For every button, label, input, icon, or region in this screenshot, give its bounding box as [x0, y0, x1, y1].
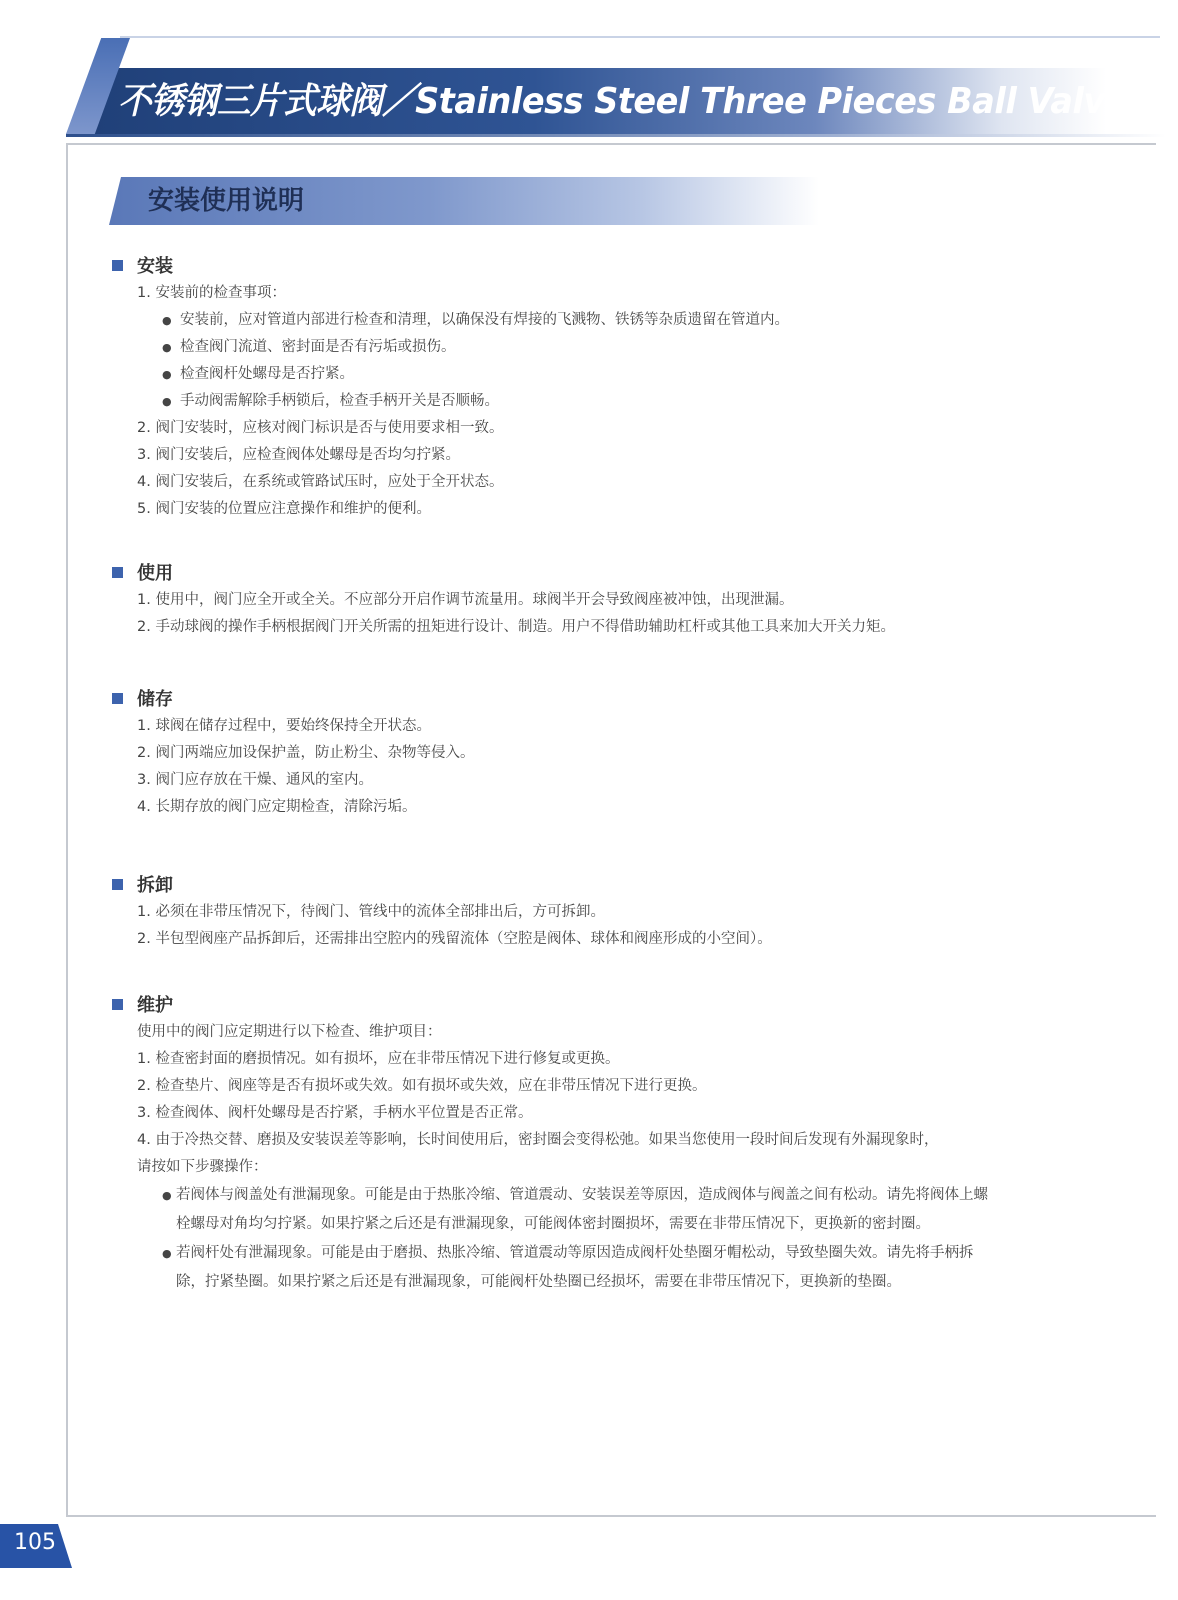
- section: [112, 557, 1012, 641]
- bullet-text: 检查阀门流道、密封面是否有污垢或损伤。: [180, 339, 456, 355]
- bullet-text: 检查阀杆处螺母是否拧紧。: [180, 366, 354, 382]
- section: [112, 250, 1012, 523]
- list-item: 2. 半包型阀座产品拆卸后，还需排出空腔内的残留流体（空腔是阀体、球体和阀座形成的小空间）。: [137, 931, 772, 947]
- section-banner-title: 安装使用说明: [148, 186, 305, 216]
- section-title: 拆卸: [137, 875, 173, 896]
- page-title: 不锈钢三片式球阀／Stainless Steel Three Pieces Ball Valve: [118, 81, 1128, 122]
- list-item: 4. 由于冷热交替、磨损及安装误差等影响，长时间使用后，密封圈会变得松弛。如果当您使用一段时间后发现有外漏现象时，: [137, 1132, 939, 1148]
- bullet-dot-icon: ●: [162, 368, 172, 381]
- list-item: 3. 阀门安装后，应检查阀体处螺母是否均匀拧紧。: [137, 447, 460, 463]
- section-title: 储存: [137, 689, 173, 710]
- list-item: 2. 阀门两端应加设保护盖，防止粉尘、杂物等侵入。: [137, 745, 475, 761]
- bullet-dot-icon: ●: [162, 1247, 172, 1260]
- list-item: 5. 阀门安装的位置应注意操作和维护的便利。: [137, 501, 431, 517]
- section: [112, 683, 1012, 821]
- square-bullet-icon: [112, 260, 123, 271]
- section-heading: [112, 683, 1012, 713]
- bullet-dot-icon: ●: [162, 314, 172, 327]
- list-item: 请按如下步骤操作：: [137, 1159, 268, 1175]
- bullet-text: 手动阀需解除手柄锁后，检查手柄开关是否顺畅。: [180, 393, 499, 409]
- list-item: 2. 阀门安装时，应核对阀门标识是否与使用要求相一致。: [137, 420, 504, 436]
- list-item: 1. 必须在非带压情况下，待阀门、管线中的流体全部排出后，方可拆卸。: [137, 904, 605, 920]
- list-item: 2. 手动球阀的操作手柄根据阀门开关所需的扭矩进行设计、制造。用户不得借助辅助杠杆或其他工具来加大开关力矩。: [137, 619, 895, 635]
- list-item: 使用中的阀门应定期进行以下检查、维护项目：: [137, 1024, 442, 1040]
- list-item: 4. 长期存放的阀门应定期检查，清除污垢。: [137, 799, 417, 815]
- section-heading: [112, 869, 1012, 899]
- bullet-dot-icon: ●: [162, 341, 172, 354]
- header-bottom-line: [66, 134, 1166, 137]
- header-top-line: [120, 36, 1160, 38]
- square-bullet-icon: [112, 567, 123, 578]
- list-item: 1. 安装前的检查事项：: [137, 285, 286, 301]
- list-item: 1. 检查密封面的磨损情况。如有损坏，应在非带压情况下进行修复或更换。: [137, 1051, 620, 1067]
- section-title: 安装: [137, 256, 173, 277]
- bullet-item: [112, 307, 1012, 334]
- section: [112, 869, 1012, 953]
- content: [112, 250, 1012, 1297]
- bullet-dot-icon: ●: [162, 1189, 172, 1202]
- bullet-dot-icon: ●: [162, 395, 172, 408]
- bullet-item: [112, 388, 1012, 415]
- section-heading: [112, 250, 1012, 280]
- bullet-item: [112, 361, 1012, 388]
- list-item: 1. 使用中，阀门应全开或全关。不应部分开启作调节流量用。球阀半开会导致阀座被冲蚀，出现泄漏。: [137, 592, 794, 608]
- section-heading: [112, 989, 1012, 1019]
- square-bullet-icon: [112, 879, 123, 890]
- list-item: 1. 球阀在储存过程中，要始终保持全开状态。: [137, 718, 431, 734]
- section: [112, 989, 1012, 1297]
- page-number: 105: [14, 1530, 56, 1555]
- section-heading: [112, 557, 1012, 587]
- list-item: 4. 阀门安装后，在系统或管路试压时，应处于全开状态。: [137, 474, 504, 490]
- square-bullet-icon: [112, 693, 123, 704]
- bullet-text: 若阀杆处有泄漏现象。可能是由于磨损、热胀冷缩、管道震动等原因造成阀杆处垫圈牙帽松动，导致垫圈失效。请先将手柄拆除，拧紧垫圈。如果拧紧之后还是有泄漏现象，可能阀杆处垫圈已经损坏，需要在非带压情况下，更换新的垫圈。: [176, 1245, 974, 1290]
- bullet-text: 若阀体与阀盖处有泄漏现象。可能是由于热胀冷缩、管道震动、安装误差等原因，造成阀体与阀盖之间有松动。请先将阀体上螺栓螺母对角均匀拧紧。如果拧紧之后还是有泄漏现象，可能阀体密封圈损坏，需要在非带压情况下，更换新的密封圈。: [176, 1187, 988, 1232]
- section-title: 维护: [137, 995, 173, 1016]
- list-item: 2. 检查垫片、阀座等是否有损坏或失效。如有损坏或失效，应在非带压情况下进行更换。: [137, 1078, 707, 1094]
- section-title: 使用: [137, 563, 173, 584]
- bullet-item: [112, 1239, 996, 1297]
- square-bullet-icon: [112, 999, 123, 1010]
- list-item: 3. 阀门应存放在干燥、通风的室内。: [137, 772, 373, 788]
- bullet-item: [112, 1181, 996, 1239]
- bullet-text: 安装前，应对管道内部进行检查和清理，以确保没有焊接的飞溅物、铁锈等杂质遗留在管道内。: [180, 312, 789, 328]
- list-item: 3. 检查阀体、阀杆处螺母是否拧紧，手柄水平位置是否正常。: [137, 1105, 533, 1121]
- bullet-item: [112, 334, 1012, 361]
